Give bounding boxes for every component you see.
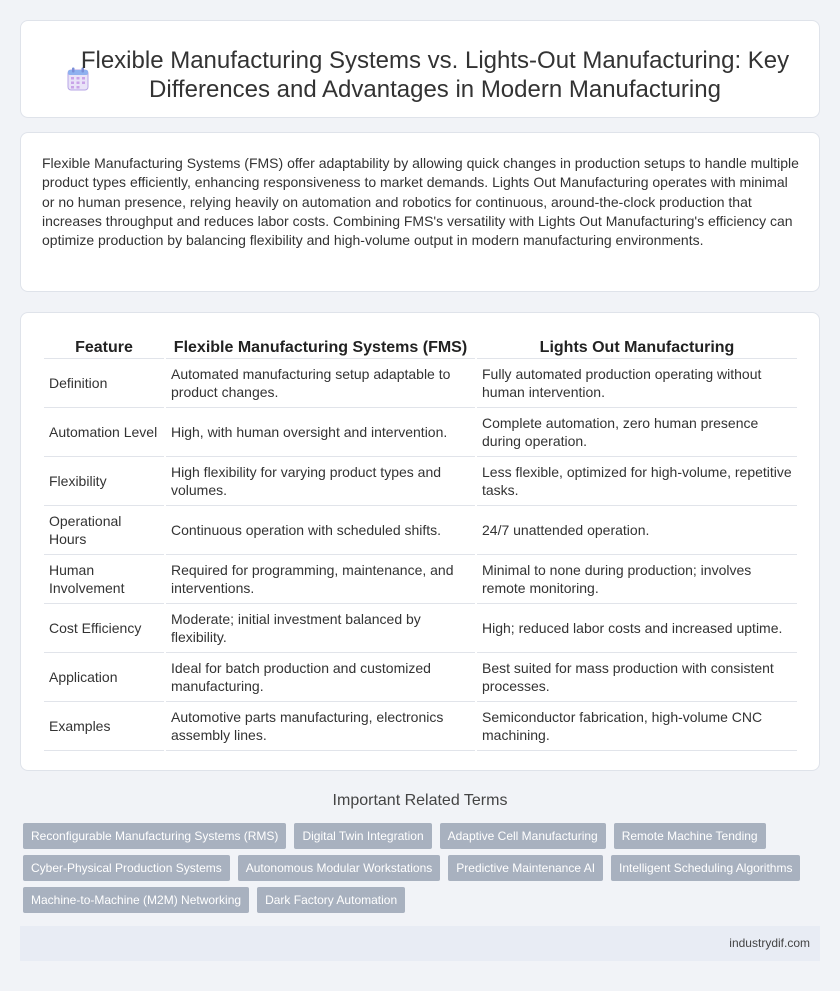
comparison-table-card [20, 312, 820, 771]
comparison-table [42, 333, 799, 751]
row-lights-out: Complete automation, zero human presence during operation. [477, 408, 797, 457]
summary-card [20, 132, 820, 292]
related-term-tag[interactable]: Intelligent Scheduling Algorithms [611, 855, 800, 881]
related-term-tag[interactable]: Reconfigurable Manufacturing Systems (RMS) [23, 823, 286, 849]
row-fms: Moderate; initial investment balanced by flexibility. [166, 604, 475, 653]
related-terms-heading: Important Related Terms [332, 792, 508, 809]
row-feature: Application [44, 653, 164, 702]
row-feature: Examples [44, 702, 164, 751]
row-lights-out: Minimal to none during production; involves remote monitoring. [477, 555, 797, 604]
row-feature: Definition [44, 359, 164, 408]
related-terms-list [23, 823, 813, 913]
related-term-tag[interactable]: Digital Twin Integration [294, 823, 431, 849]
row-fms: Continuous operation with scheduled shifts. [166, 506, 475, 555]
header-lights-out: Lights Out Manufacturing [477, 333, 797, 359]
row-feature: Automation Level [44, 408, 164, 457]
related-term-tag[interactable]: Cyber-Physical Production Systems [23, 855, 230, 881]
table-row [44, 702, 797, 751]
row-feature: Operational Hours [44, 506, 164, 555]
related-term-tag[interactable]: Dark Factory Automation [257, 887, 405, 913]
table-row [44, 555, 797, 604]
related-term-tag[interactable]: Autonomous Modular Workstations [238, 855, 441, 881]
row-fms: Automotive parts manufacturing, electronics assembly lines. [166, 702, 475, 751]
row-feature: Flexibility [44, 457, 164, 506]
related-term-tag[interactable]: Machine-to-Machine (M2M) Networking [23, 887, 249, 913]
table-header-row [44, 333, 797, 359]
row-fms: Required for programming, maintenance, and interventions. [166, 555, 475, 604]
row-fms: Automated manufacturing setup adaptable to product changes. [166, 359, 475, 408]
related-term-tag[interactable]: Remote Machine Tending [614, 823, 766, 849]
row-feature: Cost Efficiency [44, 604, 164, 653]
header-feature: Feature [44, 333, 164, 359]
row-lights-out: High; reduced labor costs and increased uptime. [477, 604, 797, 653]
row-lights-out: Best suited for mass production with consistent processes. [477, 653, 797, 702]
summary-text: Flexible Manufacturing Systems (FMS) offer adaptability by allowing quick changes in production setups to handle multiple product types efficiently, enhancing responsiveness to market demands. Lights Out Manufacturing operates with minimal or no human presence, relying heavily on automation and robotics for continuous, around-the-clock production that increases throughput and reduces labor costs. Combining FMS's versatility with Lights Out Manufacturing's efficiency can optimize production by balancing flexibility and high-volume output in modern manufacturing environments. [42, 155, 799, 249]
table-row [44, 359, 797, 408]
related-term-tag[interactable]: Adaptive Cell Manufacturing [440, 823, 606, 849]
row-fms: High flexibility for varying product types and volumes. [166, 457, 475, 506]
row-lights-out: Less flexible, optimized for high-volume, repetitive tasks. [477, 457, 797, 506]
table-row [44, 408, 797, 457]
page-title: Flexible Manufacturing Systems vs. Lights-Out Manufacturing: Key Differences and Advantages in Modern Manufacturing [80, 47, 790, 103]
title-card [20, 20, 820, 118]
header-fms: Flexible Manufacturing Systems (FMS) [166, 333, 475, 359]
table-row [44, 653, 797, 702]
row-lights-out: 24/7 unattended operation. [477, 506, 797, 555]
table-row [44, 457, 797, 506]
row-fms: High, with human oversight and intervention. [166, 408, 475, 457]
row-feature: Human Involvement [44, 555, 164, 604]
row-lights-out: Fully automated production operating without human intervention. [477, 359, 797, 408]
footer [20, 926, 820, 961]
row-fms: Ideal for batch production and customized manufacturing. [166, 653, 475, 702]
row-lights-out: Semiconductor fabrication, high-volume CNC machining. [477, 702, 797, 751]
table-row [44, 604, 797, 653]
footer-site-link[interactable]: industrydif.com [729, 936, 810, 950]
related-term-tag[interactable]: Predictive Maintenance AI [448, 855, 603, 881]
table-row [44, 506, 797, 555]
